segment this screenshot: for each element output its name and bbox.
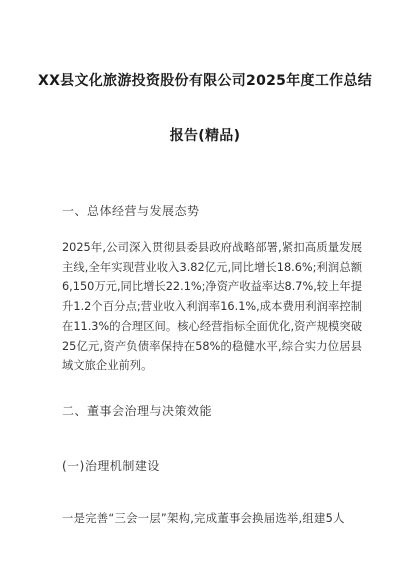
subsection1-text: 一是完善“三会一层”架构,完成董事会换届选举,组建5人	[62, 512, 345, 525]
document-title-line2: 报告(精品)	[169, 128, 241, 144]
document-title-line1: XX县文化旅游投资股份有限公司2025年度工作总结	[37, 73, 373, 89]
paragraph-line: 主线,全年实现营业收入3.82亿元,同比增长18.6%;利润总额	[62, 260, 362, 274]
subsection1-heading: (一)治理机制建设	[62, 459, 160, 473]
paragraph-line: 域文旅企业前列。	[62, 359, 153, 373]
section1-heading: 一、总体经营与发展态势	[62, 204, 200, 218]
section1-paragraph	[62, 238, 362, 376]
paragraph-line: 2025年,公司深入贯彻县委县政府战略部署,紧扣高质量发展	[62, 241, 362, 254]
paragraph-line: 6,150万元,同比增长22.1%;净资产收益率达8.7%,较上年提	[62, 280, 362, 294]
paragraph-line: 在11.3%的合理区间。核心经营指标全面优化,资产规模突破	[62, 319, 362, 333]
paragraph-line: 25亿元,资产负债率保持在58%的稳健水平,综合实力位居县	[62, 339, 362, 353]
paragraph-line: 升1.2个百分点;营业收入利润率16.1%,成本费用利润率控制	[62, 300, 362, 314]
section2-heading: 二、董事会治理与决策效能	[62, 404, 213, 418]
